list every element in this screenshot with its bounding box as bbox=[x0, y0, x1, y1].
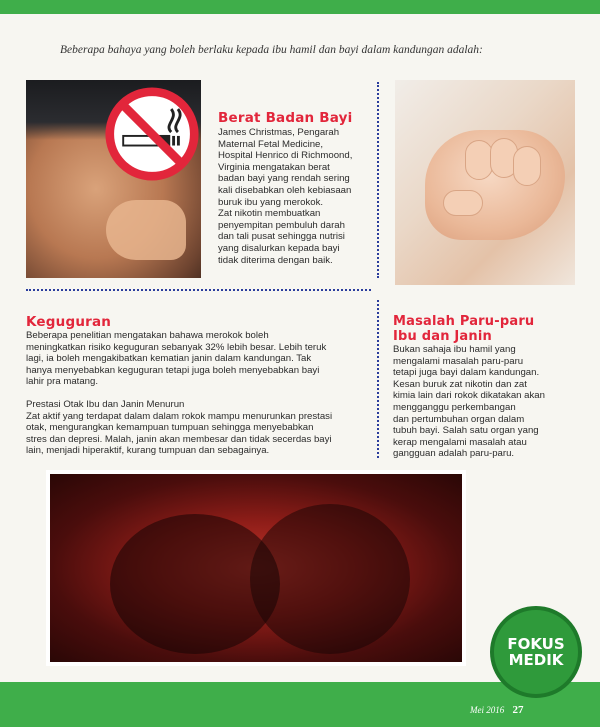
paragraph bbox=[26, 330, 371, 388]
heading-keguguran: Keguguran bbox=[26, 314, 112, 330]
issue-date: Mei 2016 bbox=[470, 705, 505, 715]
text-line: mengganggu perkembangan bbox=[393, 401, 516, 413]
text-line: stres dan depresi. Malah, janin akan membesar dan tidak secerdas bayi bbox=[26, 433, 332, 445]
text-keguguran bbox=[26, 330, 371, 468]
text-line: tetapi juga bayi dalam kandungan. bbox=[393, 367, 540, 379]
heading-berat-badan-bayi: Berat Badan Bayi bbox=[218, 110, 353, 126]
vertical-divider-lower bbox=[377, 300, 379, 458]
text-line: lain, menjadi hiperaktif, kurang tumpuan dan sebagainya. bbox=[26, 445, 270, 457]
text-line: Bukan sahaja ibu hamil yang bbox=[393, 344, 516, 355]
text-line: Zat nikotin membuatkan bbox=[218, 208, 321, 220]
text-line: Virginia mengatakan berat bbox=[218, 161, 330, 173]
fokus-medik-badge bbox=[490, 606, 582, 698]
text-line: meningkatkan risiko keguguran sebanyak 32% lebih besar. Lebih teruk bbox=[26, 341, 327, 353]
text-line: tubuh bayi. Salah satu organ yang bbox=[393, 425, 539, 437]
top-green-band bbox=[0, 0, 600, 14]
badge-line: FOKUS bbox=[507, 635, 565, 653]
text-line: dan pertumbuhan organ dalam bbox=[393, 413, 525, 425]
page-number: 27 bbox=[512, 704, 524, 716]
text-line: lagi, ia boleh mengakibatkan kematian janin dalam kandungan. Tak bbox=[26, 353, 312, 365]
intro-text: Beberapa bahaya yang boleh berlaku kepada ibu hamil dan bayi dalam kandungan adalah: bbox=[60, 44, 483, 56]
text-line: kimia lain dari rokok dikatakan akan bbox=[393, 390, 545, 402]
text-line: gangguan adalah paru-paru. bbox=[393, 448, 515, 460]
text-line: mengalami masalah paru-paru bbox=[393, 355, 524, 367]
text-line: penyempitan pembuluh darah bbox=[218, 219, 345, 231]
heading-line: Ibu dan Janin bbox=[393, 329, 492, 344]
text-line: otak, mengurangkan kemampuan tumpuan sehingga menyebabkan bbox=[26, 422, 314, 434]
text-line: Zat aktif yang terdapat dalam dalam rokok mampu menurunkan prestasi bbox=[26, 410, 333, 422]
badge-line: MEDIK bbox=[508, 651, 564, 669]
heading-masalah-paru-paru bbox=[393, 314, 583, 344]
text-line: Kesan buruk zat nikotin dan zat bbox=[393, 378, 527, 390]
text-line: Beberapa penelitian mengatakan bahawa merokok boleh bbox=[26, 330, 269, 341]
horizontal-divider bbox=[26, 289, 371, 291]
heading-line: Masalah Paru-paru bbox=[393, 314, 535, 329]
text-line: hanya menyebabkan keguguran tetapi juga boleh menyebabkan bayi bbox=[26, 364, 320, 376]
text-line: kerap mengalami masalah atau bbox=[393, 436, 527, 448]
text-berat-badan-bayi bbox=[218, 127, 378, 266]
text-line: badan bayi yang rendah sering bbox=[218, 173, 350, 185]
text-masalah-paru-paru bbox=[393, 344, 583, 460]
text-line: buruk ibu yang merokok. bbox=[218, 196, 324, 208]
fetus-photo bbox=[46, 470, 466, 666]
text-line: yang disalurkan kepada bayi bbox=[218, 242, 340, 254]
text-line: kali disebabkan oleh kebiasaan bbox=[218, 184, 352, 196]
baby-hand-photo bbox=[395, 80, 575, 285]
paragraph bbox=[26, 399, 371, 457]
text-line: dan tali pusat sehingga nutrisi bbox=[218, 231, 345, 243]
text-line: lahir pra matang. bbox=[26, 376, 98, 388]
text-line: tidak diterima dengan baik. bbox=[218, 254, 333, 266]
no-smoking-icon bbox=[104, 86, 200, 182]
text-line: James Christmas, Pengarah bbox=[218, 127, 340, 138]
text-line: Hospital Henrico di Richmoond, bbox=[218, 150, 353, 162]
subheading-prestasi-otak: Prestasi Otak Ibu dan Janin Menurun bbox=[26, 398, 185, 410]
page-footer bbox=[470, 704, 524, 716]
text-line: Maternal Fetal Medicine, bbox=[218, 138, 324, 150]
